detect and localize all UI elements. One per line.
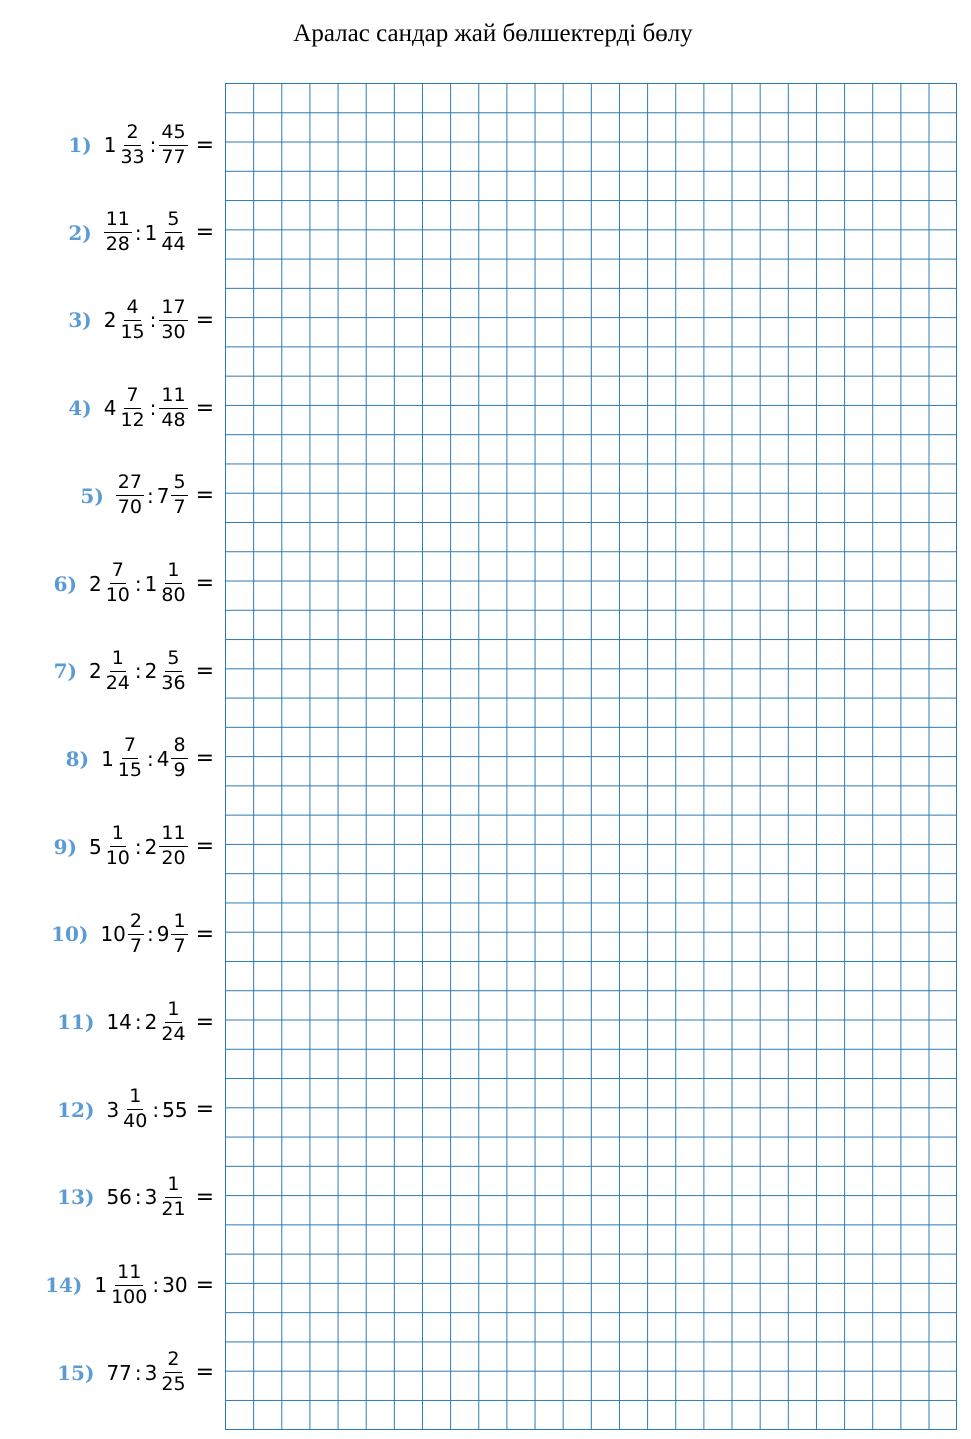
divide-sign: : <box>152 1097 160 1122</box>
whole-part: 2 <box>88 571 102 596</box>
denominator: 7 <box>173 496 186 519</box>
fraction-operand <box>103 295 147 343</box>
denominator: 30 <box>161 320 186 343</box>
whole-part: 9 <box>156 922 170 947</box>
problem-row <box>54 817 214 877</box>
divide-sign: : <box>146 922 154 947</box>
fraction <box>159 1350 187 1395</box>
numerator: 5 <box>165 649 181 672</box>
numerator: 11 <box>159 824 187 847</box>
problem-row <box>57 1343 214 1403</box>
fraction <box>104 561 132 606</box>
problem-number: 10) <box>51 922 89 947</box>
fraction-operand <box>116 473 144 518</box>
equals-sign: = <box>195 395 214 421</box>
fraction-operand <box>145 1350 188 1395</box>
fraction-operand <box>106 1087 149 1132</box>
whole-part: 2 <box>88 659 102 684</box>
fraction <box>159 1172 187 1220</box>
problem-row <box>57 992 214 1052</box>
answer-grid <box>225 83 957 1430</box>
fraction-operand <box>144 1172 188 1220</box>
divide-sign: : <box>149 133 157 157</box>
whole-part: 3 <box>144 1185 158 1210</box>
divide-sign: : <box>134 571 142 596</box>
denominator: 70 <box>117 496 142 519</box>
problem-number: 5) <box>80 483 104 508</box>
fraction <box>104 824 132 869</box>
equals-sign: = <box>195 571 214 596</box>
problem-number: 3) <box>68 308 92 333</box>
numerator: 1 <box>165 561 181 584</box>
fraction-operand <box>144 997 188 1045</box>
equals-sign: = <box>195 220 214 246</box>
integer-operand: 77 <box>106 1360 132 1385</box>
problem-number: 2) <box>68 220 92 245</box>
numerator: 7 <box>110 561 126 584</box>
denominator: 28 <box>105 233 130 256</box>
fraction-operand <box>144 646 188 694</box>
fraction <box>171 909 187 957</box>
whole-part: 1 <box>144 220 158 245</box>
equals-sign: = <box>195 834 214 860</box>
denominator: 100 <box>111 1285 148 1308</box>
fraction-operand <box>156 909 188 957</box>
equals-sign: = <box>195 921 214 947</box>
numerator: 1 <box>110 649 126 672</box>
fraction <box>171 473 187 518</box>
divide-sign: : <box>134 1185 142 1210</box>
whole-part: 1 <box>144 571 158 596</box>
denominator: 7 <box>173 934 186 957</box>
fraction-operand <box>94 1260 149 1308</box>
numerator: 11 <box>115 1263 143 1286</box>
problem-number: 8) <box>65 746 90 771</box>
whole-part: 2 <box>144 834 158 859</box>
problem-row <box>68 115 214 175</box>
denominator: 40 <box>123 1110 148 1133</box>
divide-sign: : <box>134 1010 142 1034</box>
problem-row <box>68 290 214 350</box>
denominator: 9 <box>173 759 186 782</box>
numerator: 1 <box>165 1175 181 1198</box>
fraction-operand <box>103 383 147 431</box>
integer-operand: 14 <box>106 1010 132 1034</box>
fraction-operand <box>145 210 188 255</box>
equals-sign: = <box>195 1272 214 1298</box>
problem-row <box>68 378 214 438</box>
fraction-operand <box>100 909 144 957</box>
whole-part: 4 <box>103 396 117 421</box>
whole-part: 1 <box>94 1273 108 1298</box>
equals-sign: = <box>195 1184 214 1210</box>
denominator: 24 <box>161 1022 186 1045</box>
fraction <box>109 1260 149 1308</box>
fraction-operand <box>159 383 187 431</box>
problem-row <box>68 203 214 263</box>
whole-part: 10 <box>100 922 126 947</box>
denominator: 10 <box>105 584 130 606</box>
divide-sign: : <box>146 483 154 508</box>
whole-part: 3 <box>106 1097 120 1122</box>
fraction <box>159 295 187 343</box>
fraction <box>159 997 187 1045</box>
denominator: 44 <box>161 233 186 256</box>
problem-number: 7) <box>53 659 77 684</box>
fraction <box>159 210 187 255</box>
problem-row <box>54 554 214 614</box>
worksheet-title: Аралас сандар жай бөлшектерді бөлу <box>293 20 693 47</box>
denominator: 25 <box>161 1373 186 1396</box>
equals-sign: = <box>195 658 214 684</box>
integer-operand: 55 <box>162 1097 188 1122</box>
problem-number: 15) <box>57 1360 95 1385</box>
problem-number: 13) <box>57 1185 95 1210</box>
problem-row <box>80 466 214 526</box>
fraction <box>159 383 187 431</box>
fraction <box>118 120 146 168</box>
denominator: 10 <box>105 847 130 870</box>
problem-number: 12) <box>57 1097 95 1122</box>
equals-sign: = <box>195 1097 214 1123</box>
numerator: 2 <box>124 123 140 146</box>
equals-sign: = <box>195 746 214 772</box>
problem-row <box>57 1080 214 1140</box>
integer-operand: 56 <box>106 1185 132 1210</box>
divide-sign: : <box>134 659 142 684</box>
denominator: 77 <box>161 145 186 168</box>
fraction-operand <box>103 120 147 168</box>
fraction <box>104 210 132 255</box>
whole-part: 2 <box>144 659 158 684</box>
problem-number: 9) <box>53 834 77 859</box>
fraction-operand <box>101 736 144 781</box>
fraction <box>128 909 144 957</box>
fraction-operand <box>157 736 188 781</box>
denominator: 21 <box>161 1197 186 1220</box>
denominator: 12 <box>120 408 145 431</box>
fraction <box>159 120 187 168</box>
whole-part: 5 <box>88 834 102 859</box>
problem-number: 1) <box>68 133 92 157</box>
fraction-operand <box>159 120 187 168</box>
fraction <box>118 383 146 431</box>
numerator: 17 <box>159 298 187 321</box>
fraction <box>159 824 187 869</box>
denominator: 48 <box>161 408 186 431</box>
divide-sign: : <box>134 220 142 245</box>
fraction <box>104 646 132 694</box>
numerator: 5 <box>165 210 181 233</box>
equals-sign: = <box>195 1009 214 1035</box>
denominator: 20 <box>161 847 186 870</box>
fraction <box>116 473 144 518</box>
fraction-operand <box>89 824 132 869</box>
denominator: 7 <box>129 934 142 957</box>
divide-sign: : <box>149 308 157 333</box>
fraction <box>121 1087 149 1132</box>
numerator: 45 <box>159 123 187 146</box>
fraction-operand <box>159 295 187 343</box>
whole-part: 4 <box>156 746 170 771</box>
divide-sign: : <box>146 746 154 771</box>
whole-part: 1 <box>101 746 114 771</box>
problem-row <box>51 904 214 964</box>
fraction <box>159 646 187 694</box>
fraction-operand <box>89 561 132 606</box>
fraction-operand <box>145 561 188 606</box>
denominator: 24 <box>105 671 130 694</box>
equals-sign: = <box>195 1360 214 1386</box>
fraction <box>171 736 187 781</box>
numerator: 11 <box>159 386 187 409</box>
whole-part: 7 <box>156 483 170 508</box>
numerator: 2 <box>128 912 144 935</box>
divide-sign: : <box>134 1360 142 1385</box>
problem-row <box>66 729 214 789</box>
fraction-operand <box>157 473 188 518</box>
problem-number: 4) <box>68 396 92 421</box>
numerator: 1 <box>165 1000 181 1023</box>
problem-number: 14) <box>45 1273 83 1298</box>
fraction <box>159 561 187 606</box>
denominator: 80 <box>161 584 186 606</box>
problem-row <box>57 1167 214 1227</box>
numerator: 7 <box>124 386 140 409</box>
fraction-operand <box>104 210 132 255</box>
numerator: 1 <box>171 912 187 935</box>
fraction-operand <box>145 824 188 869</box>
divide-sign: : <box>134 834 142 859</box>
denominator: 36 <box>161 671 186 694</box>
problem-number: 11) <box>57 1010 95 1034</box>
denominator: 15 <box>117 759 142 782</box>
equals-sign: = <box>195 483 214 509</box>
fraction <box>118 295 146 343</box>
denominator: 15 <box>120 320 145 343</box>
fraction <box>116 736 144 781</box>
divide-sign: : <box>149 396 157 421</box>
whole-part: 2 <box>103 308 117 333</box>
equals-sign: = <box>195 307 214 333</box>
numerator: 5 <box>171 473 187 496</box>
problem-row <box>54 641 214 701</box>
problem-number: 6) <box>53 571 77 596</box>
whole-part: 3 <box>144 1360 158 1385</box>
integer-operand: 30 <box>162 1273 188 1298</box>
fraction-operand <box>88 646 132 694</box>
denominator: 33 <box>120 145 145 168</box>
numerator: 7 <box>122 736 138 759</box>
numerator: 8 <box>171 736 187 759</box>
numerator: 11 <box>104 210 132 233</box>
problem-row <box>45 1255 214 1315</box>
whole-part: 2 <box>144 1010 158 1034</box>
numerator: 1 <box>127 1087 143 1110</box>
whole-part: 1 <box>103 133 117 157</box>
numerator: 27 <box>116 473 144 496</box>
divide-sign: : <box>152 1273 160 1298</box>
numerator: 1 <box>110 824 126 847</box>
equals-sign: = <box>195 132 214 158</box>
numerator: 2 <box>165 1350 181 1373</box>
numerator: 4 <box>124 298 140 321</box>
